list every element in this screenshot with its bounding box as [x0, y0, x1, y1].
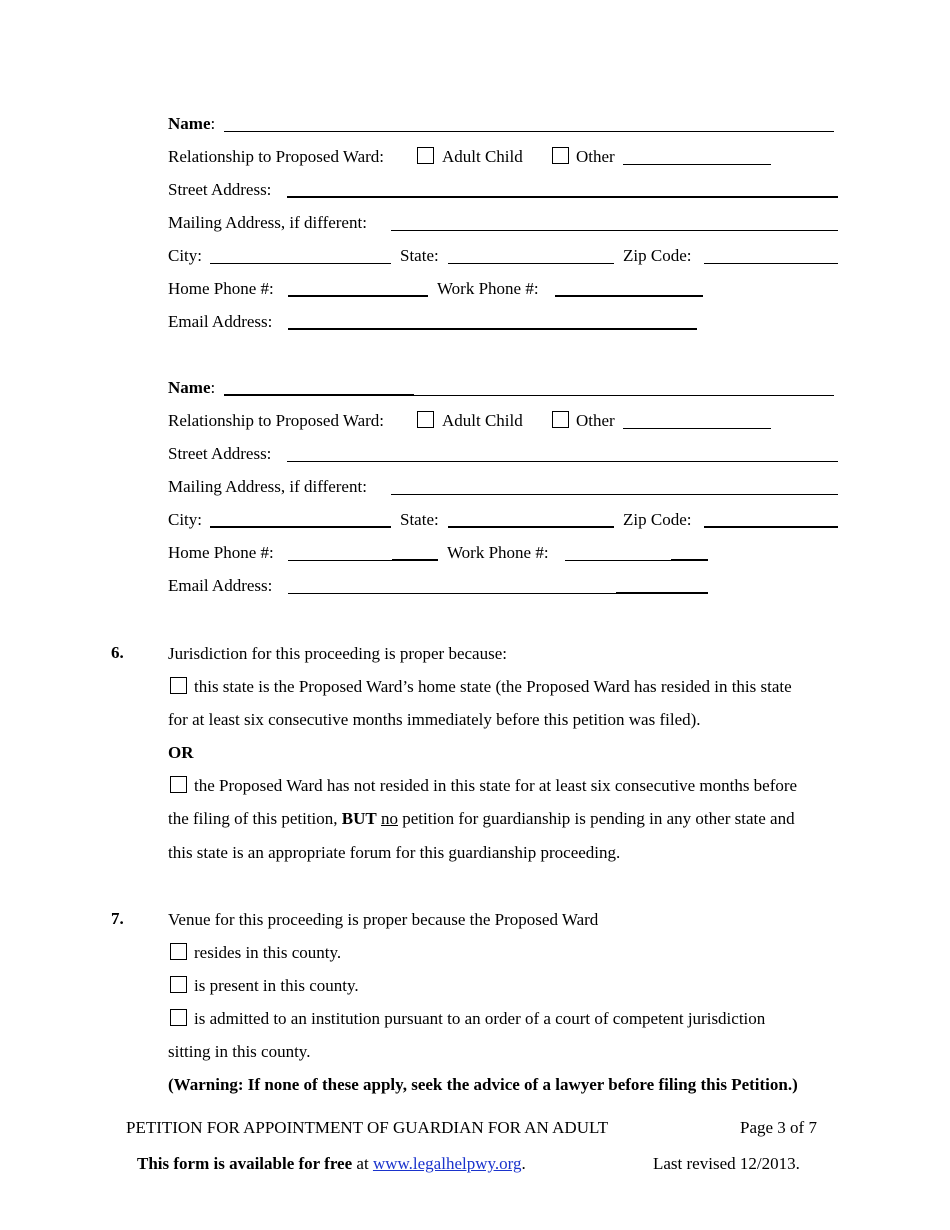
admitted-text-line2: sitting in this county. [168, 1042, 311, 1061]
city-field[interactable] [210, 263, 391, 264]
home-state-checkbox[interactable] [170, 677, 187, 694]
not-resided-text-line1: the Proposed Ward has not resided in this state for at least six consecutive months before [194, 776, 798, 795]
present-checkbox[interactable] [170, 976, 187, 993]
state-field[interactable] [448, 263, 614, 264]
city-label: City: [168, 510, 203, 529]
not-resided-checkbox[interactable] [170, 776, 187, 793]
home-phone-label: Home Phone #: [168, 543, 274, 562]
zip-label: Zip Code: [623, 510, 692, 529]
other-label: Other [576, 411, 615, 430]
adult-child-checkbox[interactable] [417, 147, 434, 164]
availability-note: This form is available for free at www.legalhelpwy.org. [137, 1154, 526, 1173]
relationship-label: Relationship to Proposed Ward: [168, 147, 384, 166]
state-label: State: [400, 246, 439, 265]
page-number: Page 3 of 7 [740, 1118, 817, 1137]
present-text: is present in this county. [194, 976, 359, 995]
not-resided-text-line3: this state is an appropriate forum for this guardianship proceeding. [168, 843, 621, 862]
other-field[interactable] [623, 428, 771, 429]
name-label: Name: [168, 378, 216, 397]
mailing-label: Mailing Address, if different: [168, 213, 367, 232]
work-phone-field[interactable] [565, 560, 671, 561]
work-phone-label: Work Phone #: [437, 279, 539, 298]
city-label: City: [168, 246, 203, 265]
home-phone-field[interactable] [288, 560, 392, 561]
state-label: State: [400, 510, 439, 529]
email-field[interactable] [288, 593, 616, 594]
section-6-number: 6. [111, 643, 124, 662]
resides-text: resides in this county. [194, 943, 342, 962]
zip-field[interactable] [704, 526, 838, 528]
or-label: OR [168, 743, 194, 762]
name-field[interactable] [224, 131, 834, 132]
last-revised: Last revised 12/2013. [653, 1154, 800, 1173]
name-field[interactable] [224, 394, 414, 396]
other-checkbox[interactable] [552, 147, 569, 164]
work-phone-field-ext[interactable] [671, 559, 708, 561]
adult-child-label: Adult Child [442, 411, 523, 430]
street-field[interactable] [287, 461, 838, 462]
section-6-heading: Jurisdiction for this proceeding is proper because: [168, 644, 507, 663]
footer-form-title: PETITION FOR APPOINTMENT OF GUARDIAN FOR AN ADULT [126, 1118, 609, 1137]
street-field[interactable] [287, 196, 838, 198]
home-phone-label: Home Phone #: [168, 279, 274, 298]
street-label: Street Address: [168, 180, 272, 199]
other-field[interactable] [623, 164, 771, 165]
adult-child-label: Adult Child [442, 147, 523, 166]
warning-text: (Warning: If none of these apply, seek the advice of a lawyer before filing this Petition.) [168, 1075, 798, 1094]
legalhelpwy-link[interactable]: www.legalhelpwy.org [372, 1154, 522, 1173]
email-field[interactable] [288, 328, 697, 330]
mailing-field[interactable] [391, 494, 838, 495]
home-phone-field-ext[interactable] [392, 559, 438, 561]
work-phone-field[interactable] [555, 295, 703, 297]
adult-child-checkbox[interactable] [417, 411, 434, 428]
email-label: Email Address: [168, 312, 273, 331]
email-field-ext[interactable] [616, 592, 708, 594]
home-phone-field[interactable] [288, 295, 428, 297]
not-resided-text-line2: the filing of this petition, BUT no petition for guardianship is pending in any other state and [168, 809, 795, 828]
zip-label: Zip Code: [623, 246, 692, 265]
admitted-checkbox[interactable] [170, 1009, 187, 1026]
state-field[interactable] [448, 526, 614, 528]
street-label: Street Address: [168, 444, 272, 463]
home-state-text-line2: for at least six consecutive months immediately before this petition was filed). [168, 710, 701, 729]
city-field[interactable] [210, 526, 391, 528]
admitted-text-line1: is admitted to an institution pursuant to an order of a court of competent jurisdiction [194, 1009, 766, 1028]
relationship-label: Relationship to Proposed Ward: [168, 411, 384, 430]
home-state-text-line1: this state is the Proposed Ward’s home state (the Proposed Ward has resided in this state [194, 677, 792, 696]
other-label: Other [576, 147, 615, 166]
zip-field[interactable] [704, 263, 838, 264]
work-phone-label: Work Phone #: [447, 543, 549, 562]
mailing-field[interactable] [391, 230, 838, 231]
mailing-label: Mailing Address, if different: [168, 477, 367, 496]
email-label: Email Address: [168, 576, 273, 595]
section-7-number: 7. [111, 909, 124, 928]
name-field-ext[interactable] [414, 395, 834, 396]
other-checkbox[interactable] [552, 411, 569, 428]
name-label: Name: [168, 114, 216, 133]
section-7-heading: Venue for this proceeding is proper because the Proposed Ward [168, 910, 599, 929]
resides-checkbox[interactable] [170, 943, 187, 960]
